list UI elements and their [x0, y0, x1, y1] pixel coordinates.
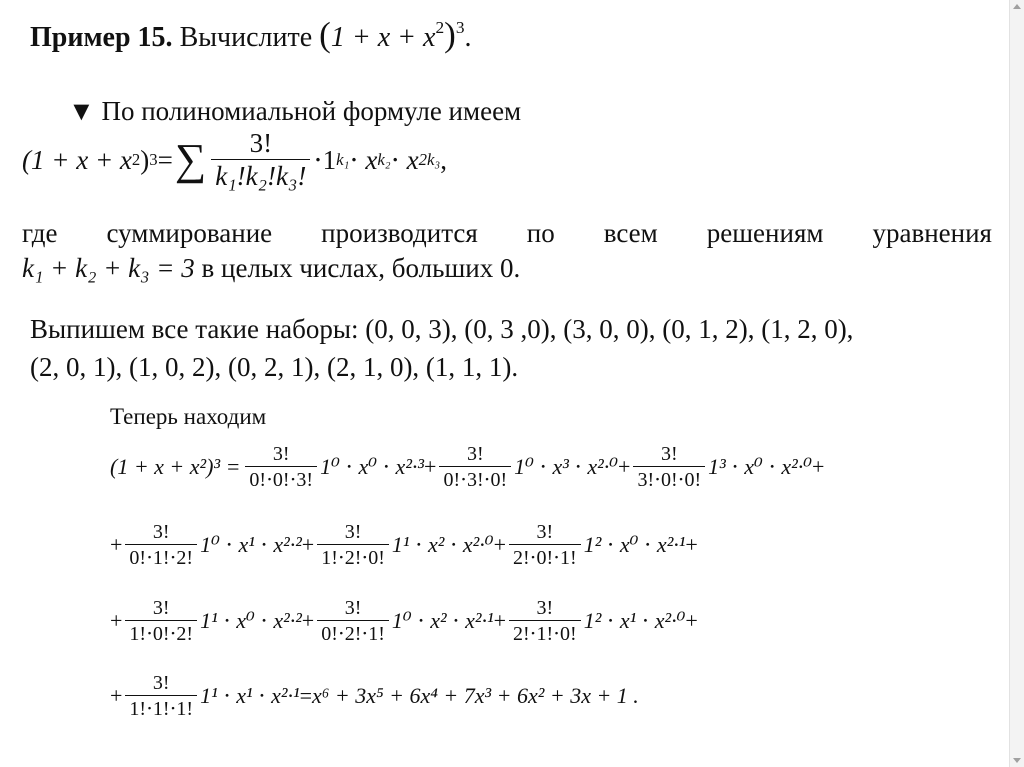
- title-period: .: [464, 22, 472, 53]
- term-num: 3!: [536, 521, 554, 543]
- term-fraction: [245, 444, 317, 490]
- term-fraction: [509, 522, 581, 568]
- equation-line: [22, 253, 520, 284]
- intro-text: ▼ По полиномиальной формуле имеем: [68, 96, 522, 126]
- sets-line-2: (2, 0, 1), (1, 0, 2), (0, 2, 1), (2, 1, 0), (1, 1, 1).: [30, 352, 519, 382]
- expansion-row-1: [110, 444, 824, 490]
- term-pre: +: [110, 532, 123, 557]
- formula-term: ⋅1: [313, 144, 337, 175]
- term-op: +: [618, 454, 631, 479]
- scroll-up-icon[interactable]: [1013, 4, 1021, 9]
- term-num: 3!: [152, 521, 170, 543]
- word: суммирование: [106, 218, 273, 248]
- term-den: 0!⋅1!⋅2!: [125, 544, 197, 568]
- term-den: 1!⋅0!⋅2!: [125, 620, 197, 644]
- formula-fraction: [211, 130, 310, 190]
- sigma-symbol: ∑: [174, 135, 207, 184]
- k-equation: k₁ + k₂ + k₃ = 3: [22, 253, 195, 283]
- term-num: 3!: [466, 443, 484, 465]
- term-den: 3!⋅0!⋅0!: [633, 466, 705, 490]
- term-num: 3!: [344, 521, 362, 543]
- term-body: 1⁰ ⋅ x² ⋅ x²·¹: [391, 608, 494, 633]
- title-exp-3: 3: [455, 17, 465, 37]
- term-op: +: [685, 532, 698, 557]
- word: всем: [603, 218, 658, 248]
- title-text: Вычислите: [172, 22, 320, 53]
- word: по: [526, 218, 555, 248]
- term-fraction: [125, 522, 197, 568]
- term-num: 3!: [536, 597, 554, 619]
- term-body: 1¹ ⋅ x¹ ⋅ x²·¹: [200, 683, 300, 708]
- expansion-row-2: [110, 522, 698, 568]
- example-title: [30, 15, 472, 54]
- term-den: 0!⋅3!⋅0!: [439, 466, 511, 490]
- term-op: +: [493, 608, 507, 633]
- term-body: 1⁰ ⋅ x⁰ ⋅ x²·³: [320, 454, 425, 479]
- final-result: x⁶ + 3x⁵ + 6x⁴ + 7x³ + 6x² + 3x + 1 .: [312, 683, 639, 708]
- formula-numerator: 3!: [249, 128, 273, 158]
- expansion-row-4: [110, 673, 639, 719]
- term-den: 1!⋅2!⋅0!: [317, 544, 389, 568]
- term-op: +: [301, 608, 315, 633]
- equation-condition: в целых числах, больших 0.: [194, 253, 521, 283]
- term-body: 1⁰ ⋅ x³ ⋅ x²·⁰: [514, 454, 619, 479]
- term-op: +: [812, 454, 825, 479]
- term-op: +: [424, 454, 437, 479]
- term-num: 3!: [272, 443, 290, 465]
- term-pre: +: [110, 683, 123, 708]
- term-fraction: [317, 598, 389, 644]
- term-body: 1² ⋅ x⁰ ⋅ x²·¹: [583, 532, 686, 557]
- term-op: +: [493, 532, 507, 557]
- word: производится: [321, 218, 478, 248]
- scroll-down-icon[interactable]: [1013, 758, 1021, 763]
- formula-equals: =: [157, 144, 173, 175]
- term-fraction: [439, 444, 511, 490]
- formula-denominator: k₁!k₂!k₃!: [211, 159, 310, 190]
- term-op: +: [301, 532, 315, 557]
- term-den: 0!⋅2!⋅1!: [317, 620, 389, 644]
- term-num: 3!: [152, 597, 170, 619]
- term-fraction: [125, 673, 197, 719]
- where-summation-line: [22, 218, 992, 249]
- term-fraction: [633, 444, 705, 490]
- polynomial-formula: (1 + x + x 2 ) 3 = ∑ $\frac{3!}{\text{k₁!k₂!k₃!}}$ ⋅1 k₁ ⋅ x k₂ ⋅ x 2k₃ ,: [22, 128, 447, 191]
- term-den: 0!⋅0!⋅3!: [245, 466, 317, 490]
- formula-lhs-close: ): [140, 144, 150, 175]
- term-fraction: [317, 522, 389, 568]
- term-num: 3!: [344, 597, 362, 619]
- term-body: 1³ ⋅ x⁰ ⋅ x²·⁰: [708, 454, 813, 479]
- term-pre: +: [110, 608, 123, 633]
- term-fraction: [125, 598, 197, 644]
- title-expr: 1 + x + x: [330, 22, 436, 53]
- formula-comma: ,: [440, 144, 447, 175]
- term-den: 1!⋅1!⋅1!: [125, 695, 197, 719]
- formula-x1: ⋅ x: [349, 144, 378, 175]
- example-number: Пример 15.: [30, 22, 173, 53]
- term-num: 3!: [660, 443, 678, 465]
- word: где: [22, 218, 58, 248]
- paren-open: (: [319, 15, 331, 54]
- formula-lhs: (1 + x + x: [22, 144, 132, 175]
- title-exp-2: 2: [435, 17, 445, 37]
- expansion-lhs: (1 + x + x²)³ =: [110, 454, 241, 479]
- formula-x2: ⋅ x: [390, 144, 419, 175]
- term-op: +: [685, 608, 698, 633]
- term-body: 1¹ ⋅ x² ⋅ x²·⁰: [391, 532, 494, 557]
- term-body: 1² ⋅ x¹ ⋅ x²·⁰: [583, 608, 686, 633]
- word: решениям: [706, 218, 824, 248]
- term-num: 3!: [152, 672, 170, 694]
- term-den: 2!⋅1!⋅0!: [509, 620, 581, 644]
- term-fraction: [509, 598, 581, 644]
- term-body: 1¹ ⋅ x⁰ ⋅ x²·²: [200, 608, 302, 633]
- expansion-row-3: [110, 598, 698, 644]
- term-den: 2!⋅0!⋅1!: [509, 544, 581, 568]
- term-op: =: [299, 683, 312, 708]
- word: уравнения: [872, 218, 992, 248]
- sets-line-1: Выпишем все такие наборы: (0, 0, 3), (0, 3 ,0), (3, 0, 0), (0, 1, 2), (1, 2, 0),: [30, 314, 854, 344]
- paren-close: ): [444, 15, 456, 54]
- now-find-label: Теперь находим: [110, 404, 267, 429]
- term-body: 1⁰ ⋅ x¹ ⋅ x²·²: [200, 532, 302, 557]
- vertical-scrollbar[interactable]: [1009, 0, 1024, 767]
